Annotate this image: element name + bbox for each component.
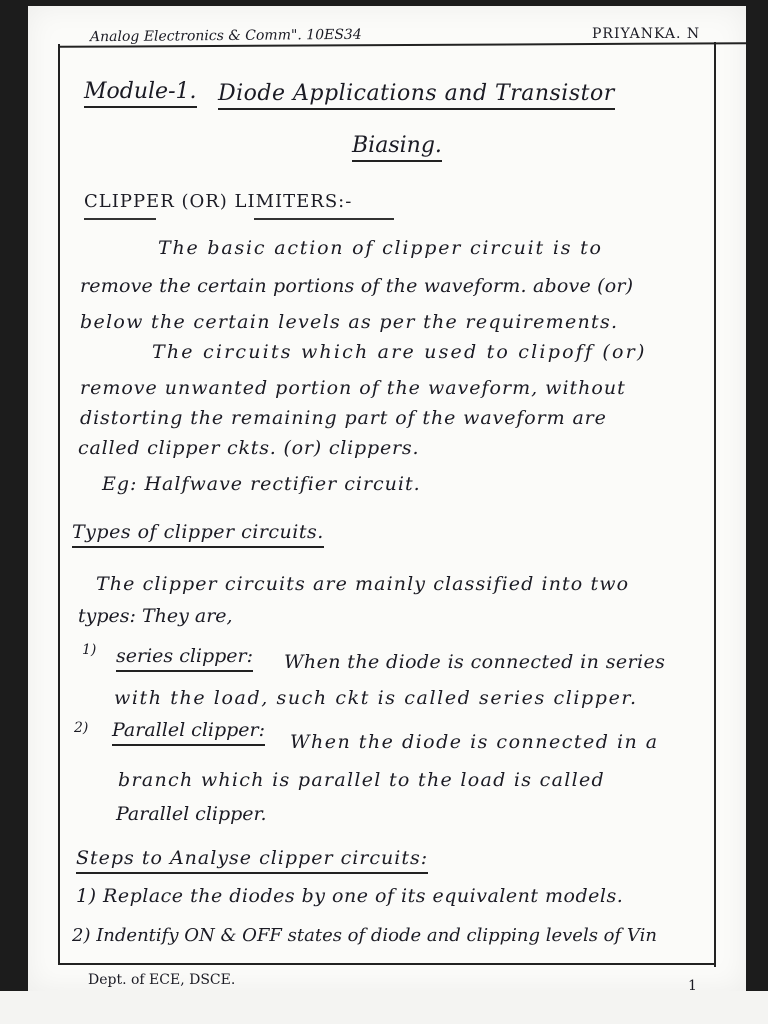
bottom-border-line [58,963,716,965]
footer-dept: Dept. of ECE, DSCE. [88,972,236,988]
right-margin-line [714,42,716,967]
notebook-page [28,6,746,991]
author-name: PRIYANKA. N [592,26,701,42]
paragraph-line: The clipper circuits are mainly classified into two [96,573,630,595]
scan-background [0,991,768,1024]
section-heading-clipper: CLIPPER (OR) LIMITERS:- [84,191,353,212]
paragraph-line: The circuits which are used to clipoff (or) [152,341,647,363]
step-line: 1) Replace the diodes by one of its equivalent models. [76,885,624,907]
page-title-continued: Biasing. [352,134,442,162]
page-number: 1 [688,978,697,991]
list-description: with the load, such ckt is called series clipper. [114,687,638,709]
heading-underline [254,218,394,220]
section-heading-steps: Steps to Analyse clipper circuits: [76,846,428,874]
list-marker: 2) [74,720,89,736]
list-term: Parallel clipper: [112,718,265,746]
paragraph-line: called clipper ckts. (or) clippers. [78,437,420,459]
list-description: When the diode is connected in series [284,651,666,673]
section-heading-types: Types of clipper circuits. [72,520,324,548]
list-description: When the diode is connected in a [290,731,659,753]
paragraph-line: The basic action of clipper circuit is to [158,237,603,259]
list-description: branch which is parallel to the load is called [118,769,606,791]
paragraph-line: distorting the remaining part of the waveform are [80,407,607,429]
list-term: series clipper: [116,644,253,672]
example-line: Eg: Halfwave rectifier circuit. [102,473,421,495]
paragraph-line: below the certain levels as per the requirements. [80,311,619,333]
heading-underline [84,218,156,220]
list-description: Parallel clipper. [116,803,267,825]
left-margin-line [58,44,60,964]
page-title: Diode Applications and Transistor [218,82,615,110]
step-line: 2) Indentify ON & OFF states of diode and clipping levels of Vin [72,925,657,946]
paragraph-line: remove the certain portions of the waveform. above (or) [80,275,634,297]
module-label: Module-1. [84,80,197,108]
paragraph-line: remove unwanted portion of the waveform, without [80,377,626,399]
course-header: Analog Electronics & Comm". 10ES34 [89,26,362,46]
list-marker: 1) [82,642,97,658]
paragraph-line: types: They are, [78,605,233,627]
